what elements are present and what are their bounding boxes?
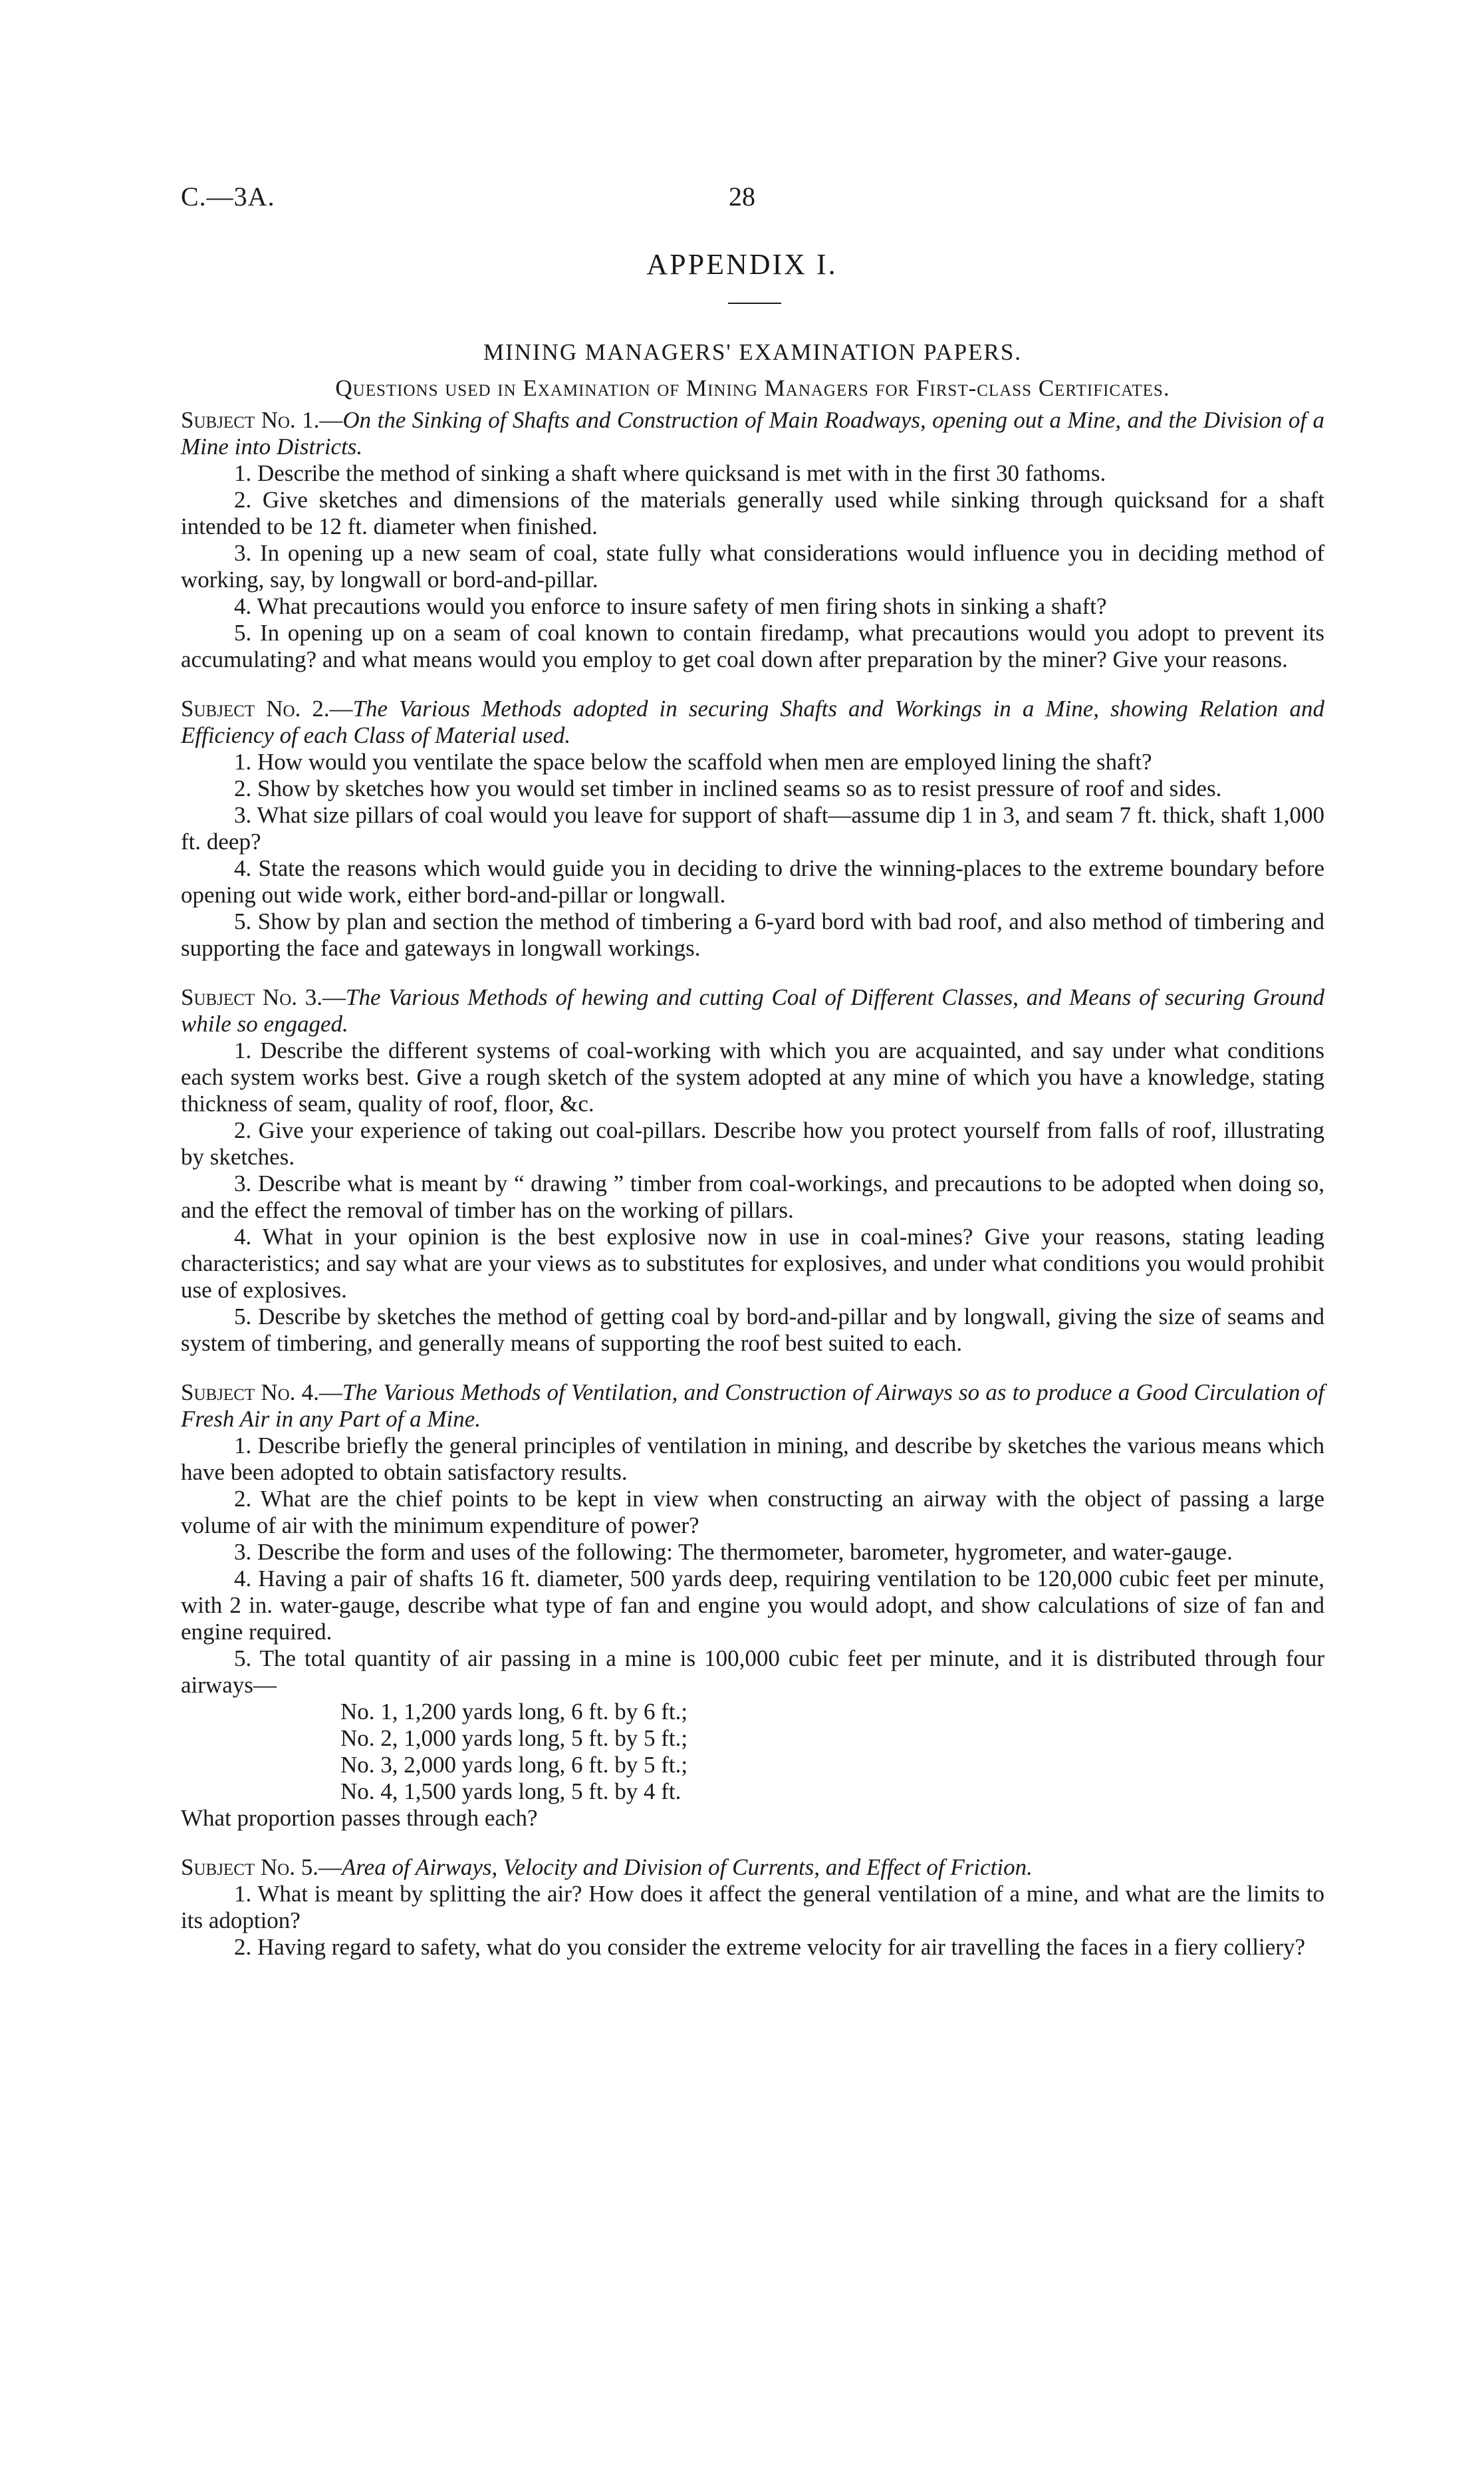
- subject-label: Subject No. 4.: [181, 1379, 319, 1405]
- question: 5. The total quantity of air passing in a mine is 100,000 cubic feet per minute, and it is distributed through four airways—: [181, 1645, 1324, 1698]
- document-code: C.—3A.: [181, 182, 275, 211]
- subject-title: The Various Methods adopted in securing Shafts and Workings in a Mine, showing Relation and Efficiency of each Class of Material used.: [181, 696, 1324, 748]
- question: 3. Describe what is meant by “ drawing ” timber from coal-workings, and precautions to be adopted when doing so, and the effect the removal of timber has on the working of pillars.: [181, 1171, 1324, 1223]
- question: 4. What in your opinion is the best explosive now in use in coal-mines? Give your reasons, stating leading characteristics; and say what are your views as to substitutes for explosives, and under what conditions you would prohibit use of explosives.: [181, 1224, 1324, 1303]
- subject-title: Area of Airways, Velocity and Division of Currents, and Effect of Friction.: [341, 1854, 1033, 1880]
- question: 3. What size pillars of coal would you leave for support of shaft—assume dip 1 in 3, and seam 7 ft. thick, shaft 1,000 ft. deep?: [181, 802, 1324, 855]
- subject-heading: Subject No. 1.—On the Sinking of Shafts and Construction of Main Roadways, opening out a Mine, and the Division of a Mine into Districts.: [181, 407, 1324, 460]
- question: 4. Having a pair of shafts 16 ft. diameter, 500 yards deep, requiring ventilation to be 120,000 cubic feet per minute, with 2 in. water-gauge, describe what type of fan and engine you would adopt, and show calculations of size of fan and engine required.: [181, 1566, 1324, 1645]
- subject-label: Subject No. 5.: [181, 1854, 318, 1880]
- question: 3. In opening up a new seam of coal, state fully what considerations would influence you in deciding method of working, say, by longwall or bord-and-pillar.: [181, 540, 1324, 593]
- question: 2. Give sketches and dimensions of the materials generally used while sinking through quicksand for a shaft intended to be 12 ft. diameter when finished.: [181, 487, 1324, 539]
- subject-heading: Subject No. 5.—Area of Airways, Velocity and Division of Currents, and Effect of Friction.: [181, 1854, 1033, 1880]
- subject-title: The Various Methods of hewing and cutting Coal of Different Classes, and Means of securing Ground while so engaged.: [181, 984, 1324, 1037]
- question: 5. Describe by sketches the method of getting coal by bord-and-pillar and by longwall, giving the size of seams and system of timbering, and generally means of supporting the roof best suited to each.: [181, 1304, 1324, 1356]
- question: 1. Describe the different systems of coal-working with which you are acquainted, and say under what conditions each system works best. Give a rough sketch of the system adopted at any mine of which you have a knowledge, stating thickness of seam, quality of roof, floor, &c.: [181, 1037, 1324, 1117]
- question: 5. In opening up on a seam of coal known to contain firedamp, what precautions would you adopt to prevent its accumulating? and what means would you employ to get coal down after preparation by the miner? Give your reasons.: [181, 620, 1324, 672]
- question: 2. What are the chief points to be kept in view when constructing an airway with the object of passing a large volume of air with the minimum expenditure of power?: [181, 1486, 1324, 1538]
- airway-item: No. 4, 1,500 yards long, 5 ft. by 4 ft.: [340, 1778, 681, 1804]
- subject-title: The Various Methods of Ventilation, and Construction of Airways so as to produce a Good Circulation of Fresh Air in any Part of a Mine.: [181, 1379, 1324, 1432]
- subject-section: [181, 984, 1324, 1357]
- papers-title: MINING MANAGERS' EXAMINATION PAPERS.: [483, 339, 1023, 365]
- questions-title: Questions used in Examination of Mining Managers for First-class Certificates.: [335, 375, 1170, 401]
- question: 2. Give your experience of taking out coal-pillars. Describe how you protect yourself from falls of roof, illustrating by sketches.: [181, 1117, 1324, 1170]
- question: 1. Describe briefly the general principles of ventilation in mining, and describe by sketches the various means which have been adopted to obtain satisfactory results.: [181, 1433, 1324, 1485]
- subject-section: [181, 696, 1324, 962]
- title-rule: [728, 303, 781, 304]
- page-number: 28: [729, 182, 755, 211]
- question: 2. Having regard to safety, what do you consider the extreme velocity for air travelling the faces in a fiery colliery?: [234, 1934, 1305, 1960]
- question: 4. What precautions would you enforce to insure safety of men firing shots in sinking a shaft?: [234, 593, 1107, 619]
- subject-section: [181, 1379, 1324, 1832]
- subject-section: [181, 407, 1324, 673]
- airway-item: No. 1, 1,200 yards long, 6 ft. by 6 ft.;: [340, 1699, 688, 1724]
- question: 5. Show by plan and section the method of timbering a 6-yard bord with bad roof, and also method of timbering and supporting the face and gateways in longwall workings.: [181, 908, 1324, 961]
- airway-list: [340, 1699, 1324, 1805]
- subject-label: Subject No. 3.: [181, 984, 323, 1010]
- subject-section: [181, 1854, 1324, 1961]
- document-body: [181, 339, 1324, 1983]
- question: 3. Describe the form and uses of the following: The thermometer, barometer, hygrometer, and water-gauge.: [234, 1539, 1233, 1565]
- airway-item: No. 3, 2,000 yards long, 6 ft. by 5 ft.;: [340, 1752, 688, 1778]
- subject-title: On the Sinking of Shafts and Construction of Main Roadways, opening out a Mine, and the Division of a Mine into Districts.: [181, 407, 1324, 460]
- question: 1. What is meant by splitting the air? How does it affect the general ventilation of a mine, and what are the limits to its adoption?: [181, 1881, 1324, 1933]
- subject-label: Subject No. 1.: [181, 407, 320, 433]
- question: 1. How would you ventilate the space below the scaffold when men are employed lining the shaft?: [234, 749, 1152, 775]
- question: 4. State the reasons which would guide you in deciding to drive the winning-places to the extreme boundary before opening out wide work, either bord-and-pillar or longwall.: [181, 855, 1324, 908]
- question: 1. Describe the method of sinking a shaft where quicksand is met with in the first 30 fathoms.: [234, 460, 1106, 486]
- question-continuation: What proportion passes through each?: [181, 1805, 538, 1831]
- subject-heading: Subject No. 2.—The Various Methods adopted in securing Shafts and Workings in a Mine, showing Relation and Efficiency of each Class of Material used.: [181, 696, 1324, 748]
- subject-label: Subject No. 2.: [181, 696, 330, 722]
- airway-item: No. 2, 1,000 yards long, 5 ft. by 5 ft.;: [340, 1725, 688, 1751]
- question: 2. Show by sketches how you would set timber in inclined seams so as to resist pressure of roof and sides.: [234, 775, 1222, 801]
- subject-heading: Subject No. 3.—The Various Methods of hewing and cutting Coal of Different Classes, and Means of securing Ground while so engaged.: [181, 984, 1324, 1037]
- appendix-title: APPENDIX I.: [646, 248, 838, 281]
- subject-heading: Subject No. 4.—The Various Methods of Ventilation, and Construction of Airways so as to produce a Good Circulation of Fresh Air in any Part of a Mine.: [181, 1379, 1324, 1432]
